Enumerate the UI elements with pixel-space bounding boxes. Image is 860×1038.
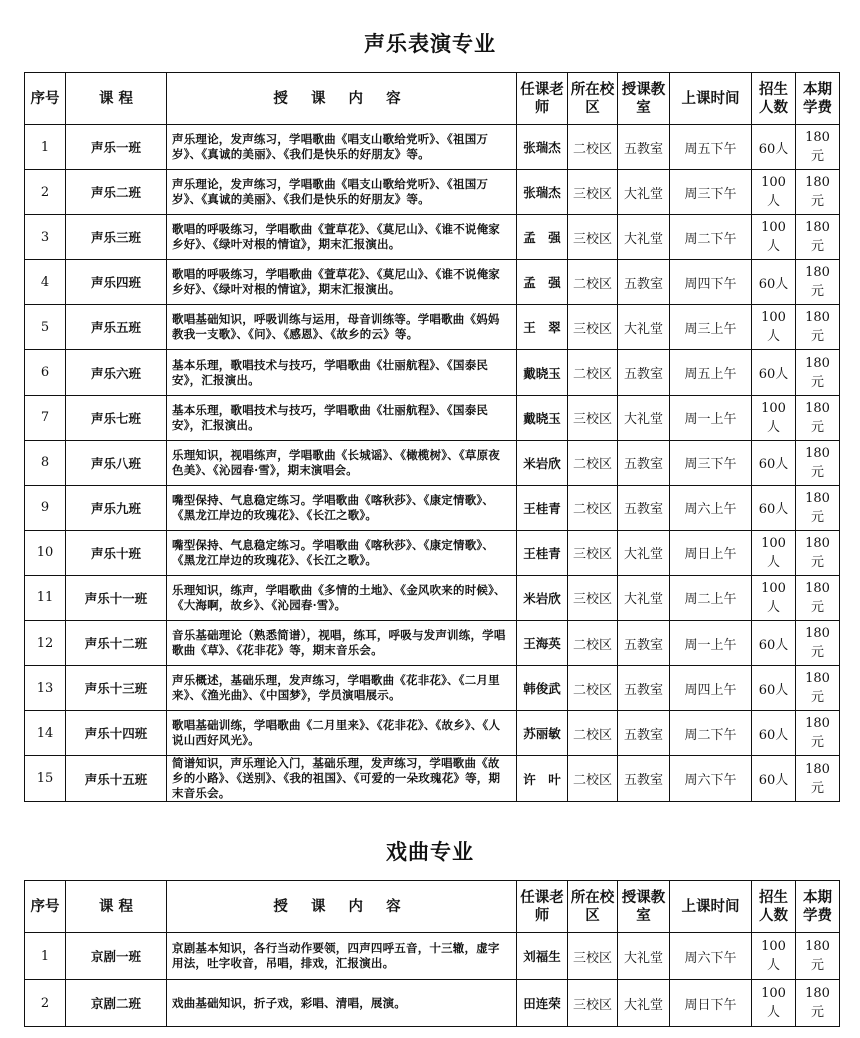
- cell-room: 五教室: [618, 756, 670, 802]
- table-row: [25, 485, 840, 530]
- header-room: 授课教室: [618, 73, 670, 125]
- cell-campus: 二校区: [568, 621, 618, 666]
- cell-count: 100人: [752, 980, 796, 1027]
- cell-room: 大礼堂: [618, 575, 670, 620]
- cell-campus: 二校区: [568, 440, 618, 485]
- table-header-row: [25, 881, 840, 933]
- cell-course: 声乐十班: [66, 530, 167, 575]
- cell-count: 60人: [752, 756, 796, 802]
- cell-fee: 180元: [796, 575, 840, 620]
- cell-count: 60人: [752, 485, 796, 530]
- cell-no: 7: [25, 395, 66, 440]
- cell-campus: 二校区: [568, 485, 618, 530]
- cell-course: 声乐十一班: [66, 575, 167, 620]
- cell-no: 13: [25, 666, 66, 711]
- cell-campus: 三校区: [568, 170, 618, 215]
- cell-room: 五教室: [618, 711, 670, 756]
- table-row: [25, 125, 840, 170]
- cell-room: 大礼堂: [618, 305, 670, 350]
- cell-teacher: 韩俊武: [517, 666, 568, 711]
- cell-campus: 三校区: [568, 395, 618, 440]
- table-row: [25, 711, 840, 756]
- cell-content: 嘴型保持、气息稳定练习。学唱歌曲《喀秋莎》、《康定情歌》、《黑龙江岸边的玫瑰花》、《长江之歌》。: [167, 530, 517, 575]
- cell-no: 10: [25, 530, 66, 575]
- cell-count: 60人: [752, 350, 796, 395]
- table-row: [25, 933, 840, 980]
- cell-teacher: 田连荣: [517, 980, 568, 1027]
- cell-teacher: 张瑞杰: [517, 170, 568, 215]
- cell-campus: 三校区: [568, 575, 618, 620]
- header-count: 招生人数: [752, 73, 796, 125]
- cell-fee: 180元: [796, 621, 840, 666]
- header-content: 授 课 内 容: [167, 73, 517, 125]
- cell-content: 歌唱的呼吸练习，学唱歌曲《萱草花》、《莫尼山》、《谁不说俺家乡好》、《绿叶对根的情谊》，期末汇报演出。: [167, 260, 517, 305]
- cell-campus: 二校区: [568, 756, 618, 802]
- cell-campus: 三校区: [568, 215, 618, 260]
- cell-content: 音乐基础理论（熟悉简谱），视唱，练耳，呼吸与发声训练，学唱歌曲《草》、《花非花》等，期末音乐会。: [167, 621, 517, 666]
- cell-count: 60人: [752, 666, 796, 711]
- cell-count: 100人: [752, 215, 796, 260]
- cell-campus: 三校区: [568, 530, 618, 575]
- cell-count: 100人: [752, 305, 796, 350]
- cell-room: 大礼堂: [618, 530, 670, 575]
- cell-fee: 180元: [796, 980, 840, 1027]
- cell-no: 14: [25, 711, 66, 756]
- cell-count: 100人: [752, 530, 796, 575]
- cell-course: 声乐七班: [66, 395, 167, 440]
- cell-room: 大礼堂: [618, 980, 670, 1027]
- cell-count: 100人: [752, 933, 796, 980]
- cell-content: 嘴型保持、气息稳定练习。学唱歌曲《喀秋莎》、《康定情歌》、《黑龙江岸边的玫瑰花》、《长江之歌》。: [167, 485, 517, 530]
- table-row: [25, 621, 840, 666]
- header-course: 课 程: [66, 881, 167, 933]
- cell-teacher: 戴晓玉: [517, 395, 568, 440]
- cell-campus: 二校区: [568, 260, 618, 305]
- cell-course: 声乐四班: [66, 260, 167, 305]
- cell-time: 周六上午: [670, 485, 752, 530]
- table-row: [25, 980, 840, 1027]
- cell-count: 60人: [752, 440, 796, 485]
- cell-no: 2: [25, 170, 66, 215]
- cell-content: 乐理知识，练声，学唱歌曲《多情的土地》、《金风吹来的时候》、《大海啊，故乡》、《沁园春·雪》。: [167, 575, 517, 620]
- cell-count: 60人: [752, 260, 796, 305]
- header-teacher: 任课老师: [517, 881, 568, 933]
- cell-count: 60人: [752, 621, 796, 666]
- opera-table-body: [25, 933, 840, 1027]
- header-fee: 本期学费: [796, 73, 840, 125]
- cell-fee: 180元: [796, 170, 840, 215]
- cell-fee: 180元: [796, 756, 840, 802]
- cell-course: 声乐十三班: [66, 666, 167, 711]
- cell-room: 大礼堂: [618, 395, 670, 440]
- table-row: [25, 260, 840, 305]
- cell-count: 100人: [752, 395, 796, 440]
- cell-time: 周日上午: [670, 530, 752, 575]
- cell-time: 周日下午: [670, 980, 752, 1027]
- header-campus: 所在校区: [568, 73, 618, 125]
- cell-no: 4: [25, 260, 66, 305]
- cell-content: 歌唱基础训练，学唱歌曲《二月里来》、《花非花》、《故乡》、《人说山西好风光》。: [167, 711, 517, 756]
- cell-content: 歌唱基础知识，呼吸训练与运用，母音训练等。学唱歌曲《妈妈教我一支歌》、《问》、《感恩》、《故乡的云》等。: [167, 305, 517, 350]
- header-content: 授 课 内 容: [167, 881, 517, 933]
- cell-time: 周二下午: [670, 215, 752, 260]
- cell-content: 戏曲基础知识，折子戏，彩唱、清唱，展演。: [167, 980, 517, 1027]
- cell-campus: 三校区: [568, 980, 618, 1027]
- cell-course: 京剧二班: [66, 980, 167, 1027]
- cell-no: 3: [25, 215, 66, 260]
- cell-count: 60人: [752, 125, 796, 170]
- cell-room: 大礼堂: [618, 933, 670, 980]
- cell-room: 五教室: [618, 621, 670, 666]
- cell-time: 周一上午: [670, 395, 752, 440]
- header-room: 授课教室: [618, 881, 670, 933]
- cell-no: 5: [25, 305, 66, 350]
- cell-content: 声乐概述，基础乐理，发声练习，学唱歌曲《花非花》、《二月里来》、《渔光曲》、《中国梦》，学员演唱展示。: [167, 666, 517, 711]
- cell-course: 声乐一班: [66, 125, 167, 170]
- cell-course: 声乐五班: [66, 305, 167, 350]
- cell-content: 基本乐理，歌唱技术与技巧，学唱歌曲《壮丽航程》、《国泰民安》，汇报演出。: [167, 350, 517, 395]
- cell-fee: 180元: [796, 215, 840, 260]
- cell-time: 周二上午: [670, 575, 752, 620]
- cell-content: 声乐理论，发声练习，学唱歌曲《唱支山歌给党听》、《祖国万岁》、《真诚的美丽》、《我们是快乐的好朋友》等。: [167, 125, 517, 170]
- cell-content: 简谱知识，声乐理论入门，基础乐理，发声练习，学唱歌曲《故乡的小路》、《送别》、《我的祖国》、《可爱的一朵玫瑰花》等，期末音乐会。: [167, 756, 517, 802]
- cell-room: 五教室: [618, 485, 670, 530]
- cell-count: 60人: [752, 711, 796, 756]
- table-header-row: [25, 73, 840, 125]
- cell-content: 声乐理论，发声练习，学唱歌曲《唱支山歌给党听》、《祖国万岁》、《真诚的美丽》、《我们是快乐的好朋友》等。: [167, 170, 517, 215]
- cell-course: 声乐二班: [66, 170, 167, 215]
- cell-content: 京剧基本知识，各行当动作要领，四声四呼五音，十三辙，虚字用法，吐字收音，吊唱，排戏，汇报演出。: [167, 933, 517, 980]
- cell-fee: 180元: [796, 530, 840, 575]
- cell-course: 声乐十五班: [66, 756, 167, 802]
- cell-time: 周三下午: [670, 440, 752, 485]
- header-fee: 本期学费: [796, 881, 840, 933]
- cell-time: 周二下午: [670, 711, 752, 756]
- cell-time: 周四上午: [670, 666, 752, 711]
- cell-fee: 180元: [796, 933, 840, 980]
- cell-no: 1: [25, 933, 66, 980]
- table-row: [25, 530, 840, 575]
- cell-course: 声乐十四班: [66, 711, 167, 756]
- cell-fee: 180元: [796, 485, 840, 530]
- cell-count: 100人: [752, 575, 796, 620]
- cell-fee: 180元: [796, 666, 840, 711]
- cell-course: 声乐九班: [66, 485, 167, 530]
- cell-no: 11: [25, 575, 66, 620]
- cell-time: 周六下午: [670, 756, 752, 802]
- cell-teacher: 张瑞杰: [517, 125, 568, 170]
- cell-course: 声乐三班: [66, 215, 167, 260]
- cell-campus: 二校区: [568, 125, 618, 170]
- cell-content: 基本乐理，歌唱技术与技巧，学唱歌曲《壮丽航程》、《国泰民安》，汇报演出。: [167, 395, 517, 440]
- cell-teacher: 孟 强: [517, 260, 568, 305]
- cell-no: 15: [25, 756, 66, 802]
- cell-time: 周三上午: [670, 305, 752, 350]
- cell-teacher: 王海英: [517, 621, 568, 666]
- cell-room: 五教室: [618, 260, 670, 305]
- cell-time: 周五下午: [670, 125, 752, 170]
- header-no: 序号: [25, 73, 66, 125]
- cell-teacher: 米岩欣: [517, 440, 568, 485]
- header-teacher: 任课老师: [517, 73, 568, 125]
- cell-content: 乐理知识，视唱练声，学唱歌曲《长城谣》、《橄榄树》、《草原夜色美》、《沁园春·雪》，期末演唱会。: [167, 440, 517, 485]
- header-campus: 所在校区: [568, 881, 618, 933]
- cell-teacher: 米岩欣: [517, 575, 568, 620]
- cell-fee: 180元: [796, 440, 840, 485]
- cell-room: 五教室: [618, 666, 670, 711]
- cell-course: 声乐八班: [66, 440, 167, 485]
- section-title-opera: 戏曲专业: [386, 839, 474, 864]
- cell-fee: 180元: [796, 260, 840, 305]
- header-time: 上课时间: [670, 73, 752, 125]
- table-row: [25, 350, 840, 395]
- cell-time: 周六下午: [670, 933, 752, 980]
- header-count: 招生人数: [752, 881, 796, 933]
- cell-fee: 180元: [796, 125, 840, 170]
- header-course: 课 程: [66, 73, 167, 125]
- table-row: [25, 666, 840, 711]
- cell-no: 2: [25, 980, 66, 1027]
- cell-teacher: 戴晓玉: [517, 350, 568, 395]
- section-title-vocal: 声乐表演专业: [364, 31, 496, 56]
- cell-teacher: 王 翠: [517, 305, 568, 350]
- cell-campus: 二校区: [568, 711, 618, 756]
- table-row: [25, 305, 840, 350]
- cell-teacher: 王桂青: [517, 485, 568, 530]
- vocal-course-table: [24, 72, 840, 802]
- header-time: 上课时间: [670, 881, 752, 933]
- cell-fee: 180元: [796, 305, 840, 350]
- cell-teacher: 刘福生: [517, 933, 568, 980]
- header-no: 序号: [25, 881, 66, 933]
- cell-course: 声乐十二班: [66, 621, 167, 666]
- table-row: [25, 395, 840, 440]
- cell-no: 8: [25, 440, 66, 485]
- cell-no: 6: [25, 350, 66, 395]
- cell-fee: 180元: [796, 350, 840, 395]
- cell-no: 9: [25, 485, 66, 530]
- cell-course: 声乐六班: [66, 350, 167, 395]
- cell-teacher: 王桂青: [517, 530, 568, 575]
- cell-time: 周三下午: [670, 170, 752, 215]
- cell-fee: 180元: [796, 395, 840, 440]
- vocal-table-body: [25, 125, 840, 802]
- cell-no: 1: [25, 125, 66, 170]
- cell-room: 大礼堂: [618, 170, 670, 215]
- table-row: [25, 215, 840, 260]
- table-row: [25, 440, 840, 485]
- cell-content: 歌唱的呼吸练习，学唱歌曲《萱草花》、《莫尼山》、《谁不说俺家乡好》、《绿叶对根的情谊》，期末汇报演出。: [167, 215, 517, 260]
- table-row: [25, 756, 840, 802]
- cell-room: 五教室: [618, 440, 670, 485]
- cell-campus: 二校区: [568, 666, 618, 711]
- cell-time: 周一上午: [670, 621, 752, 666]
- cell-campus: 三校区: [568, 305, 618, 350]
- opera-course-table: [24, 880, 840, 1027]
- cell-room: 五教室: [618, 125, 670, 170]
- table-row: [25, 170, 840, 215]
- cell-teacher: 许 叶: [517, 756, 568, 802]
- cell-campus: 二校区: [568, 350, 618, 395]
- cell-teacher: 孟 强: [517, 215, 568, 260]
- cell-count: 100人: [752, 170, 796, 215]
- cell-fee: 180元: [796, 711, 840, 756]
- cell-no: 12: [25, 621, 66, 666]
- cell-room: 大礼堂: [618, 215, 670, 260]
- cell-room: 五教室: [618, 350, 670, 395]
- cell-course: 京剧一班: [66, 933, 167, 980]
- cell-time: 周四下午: [670, 260, 752, 305]
- cell-time: 周五上午: [670, 350, 752, 395]
- cell-campus: 三校区: [568, 933, 618, 980]
- table-row: [25, 575, 840, 620]
- cell-teacher: 苏丽敏: [517, 711, 568, 756]
